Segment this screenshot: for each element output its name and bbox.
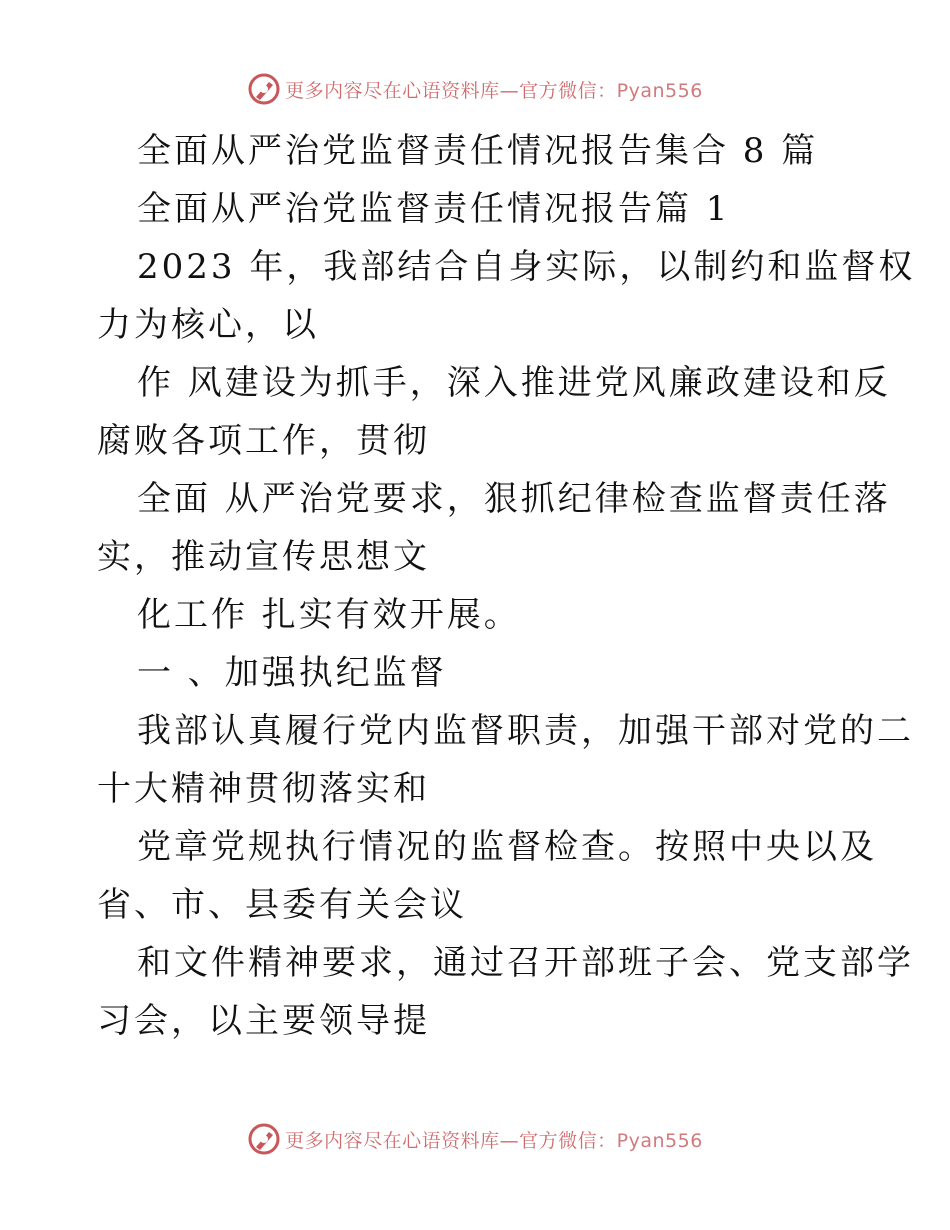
watermark-label: 更多内容尽在心语资料库—官方微信： <box>285 79 617 102</box>
watermark-header <box>0 72 950 106</box>
watermark-label: 更多内容尽在心语资料库—官方微信： <box>285 1129 617 1152</box>
watermark-text <box>285 76 703 103</box>
pen-logo-icon <box>247 72 281 106</box>
text-line: 实，推动宣传思想文 <box>97 537 430 577</box>
document-body <box>97 122 916 1050</box>
section-title: 全面从严治党监督责任情况报告篇 1 <box>137 189 731 229</box>
text-line: 习会，以主要领导提 <box>97 1001 430 1041</box>
watermark-footer <box>0 1122 950 1156</box>
text-line: 和文件精神要求，通过召开部班子会、党支部学 <box>137 943 914 983</box>
watermark-id: Pyan556 <box>616 79 703 102</box>
watermark-text <box>285 1126 703 1153</box>
text-line: 十大精神贯彻落实和 <box>97 769 430 809</box>
text-line: 省、市、县委有关会议 <box>97 885 467 925</box>
text-line: 腐败各项工作，贯彻 <box>97 421 430 461</box>
text-line: 作 风建设为抓手，深入推进党风廉政建设和反 <box>137 363 891 403</box>
text-line: 力为核心，以 <box>97 305 319 345</box>
pen-logo-icon <box>247 1122 281 1156</box>
watermark-id: Pyan556 <box>616 1129 703 1152</box>
text-line: 2023 年，我部结合自身实际，以制约和监督权 <box>137 247 916 287</box>
section-heading: 一 、加强执纪监督 <box>137 653 447 693</box>
text-line: 党章党规执行情况的监督检查。按照中央以及 <box>137 827 877 867</box>
text-line: 我部认真履行党内监督职责，加强干部对党的二 <box>137 711 914 751</box>
document-title: 全面从严治党监督责任情况报告集合 8 篇 <box>137 131 819 171</box>
text-line: 全面 从严治党要求，狠抓纪律检查监督责任落 <box>137 479 891 519</box>
text-line: 化工作 扎实有效开展。 <box>137 595 521 635</box>
